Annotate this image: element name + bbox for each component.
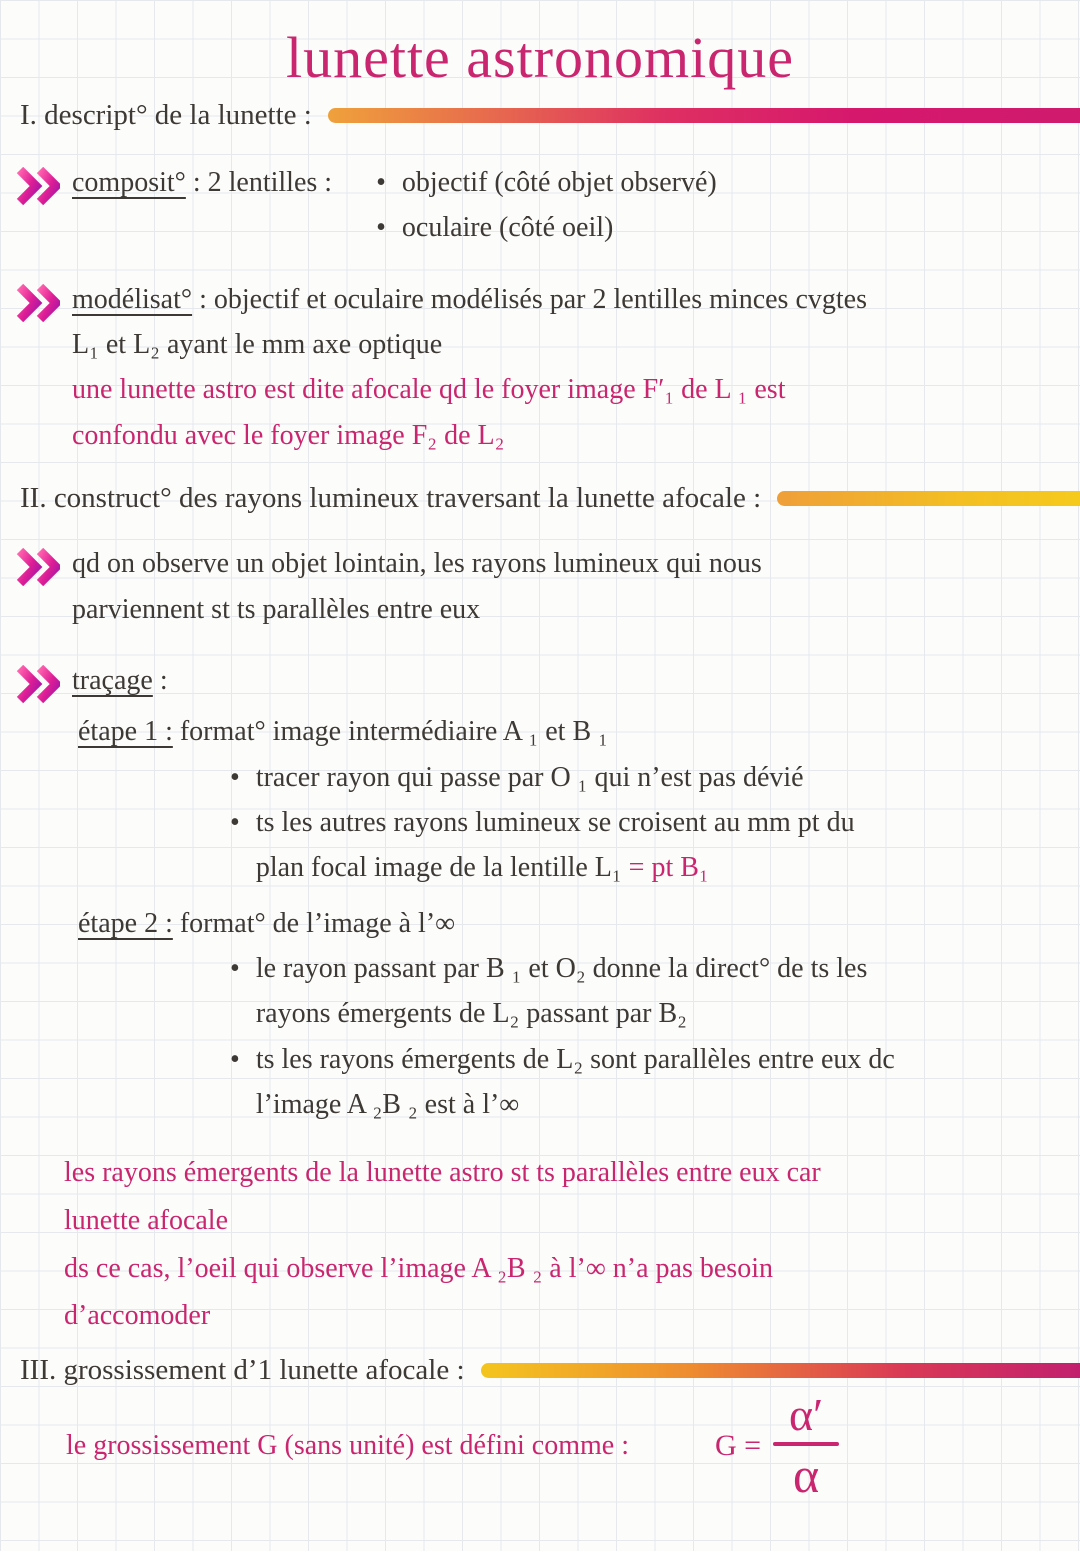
bullet-text: tracer rayon qui passe par O ₁ qui n’est pas dévié [255, 761, 804, 793]
section-1-heading-row [0, 99, 1080, 132]
composit-text [72, 160, 332, 205]
list-item [230, 800, 1080, 891]
afocale-note-line-2: confondu avec le foyer image F₂ de L₂ [72, 419, 505, 451]
chevron-double-arrow-icon [16, 548, 60, 586]
section-2-heading-row [0, 482, 1080, 515]
list-item [230, 946, 1080, 1037]
grossissement-definition: le grossissement G (sans unité) est défini comme : [66, 1430, 629, 1462]
grossissement-formula [715, 1388, 839, 1504]
chevron-double-arrow-icon [16, 665, 60, 703]
chevron-double-arrow-icon [16, 167, 60, 205]
etape-2-bullet-list [230, 946, 1080, 1127]
modelisat-line-1 [72, 277, 867, 322]
composit-label: composit° [72, 167, 186, 198]
bullet-line-2 [256, 845, 855, 890]
bullet-dot-icon: • [230, 761, 240, 793]
tracage-rest: : [152, 664, 168, 696]
observation-line-1: qd on observe un objet lointain, les rayons lumineux qui nous [72, 548, 762, 580]
composit-rest: : 2 lentilles : [185, 167, 333, 198]
modelisat-label: modélisat° [72, 283, 193, 315]
section-3-heading-row [0, 1354, 1080, 1387]
etape-2-block [78, 901, 1080, 1128]
bullet-dot-icon: • [230, 1043, 240, 1075]
bullet-line-1: ts les autres rayons lumineux se croisent au mm pt du [255, 806, 855, 838]
bullet-line-2-pink: = pt B₁ [628, 852, 709, 884]
conclusion-line-2: lunette afocale [64, 1205, 229, 1237]
conclusion-line-3: ds ce cas, l’oeil qui observe l’image A ₂B ₂ à l’∞ n’a pas besoin [64, 1252, 773, 1284]
bullet-line-2: l’image A ₂B ₂ est à l’∞ [255, 1089, 520, 1121]
tracage-label: traçage [72, 664, 153, 696]
bullet-text: objectif (côté objet observé) [401, 167, 717, 198]
conclusion-line-1: les rayons émergents de la lunette astro st ts parallèles entre eux car [64, 1157, 821, 1189]
etape-2-title [78, 901, 1080, 946]
section-1-highlight-bar [328, 108, 1080, 123]
bullet-text [256, 1037, 895, 1128]
chevron-double-arrow-icon [16, 284, 60, 322]
etape-1-block [78, 709, 1080, 890]
etape-1-bullet-list [230, 755, 1080, 891]
fraction-numerator: α′ [789, 1388, 824, 1440]
fraction-denominator: α [792, 1447, 820, 1504]
observation-item [16, 541, 1080, 632]
grossissement-row [66, 1388, 1080, 1504]
afocale-note-line-1: une lunette astro est dite afocale qd le foyer image F′₁ de L ₁ est [72, 374, 786, 406]
bullet-text [256, 800, 855, 891]
section-2-heading: II. construct° des rayons lumineux traversant la lunette afocale : [20, 482, 762, 515]
etape-2-label: étape 2 : [78, 907, 173, 939]
modelisat-line-2: L₁ et L₂ ayant le mm axe optique [72, 329, 443, 361]
list-item [230, 1037, 1080, 1128]
etape-1-label: étape 1 : [78, 716, 173, 748]
bullet-line-2-dark: plan focal image de la lentille L₁ [255, 852, 629, 884]
composit-bullet-list [376, 160, 717, 251]
section-3-highlight-bar [481, 1363, 1080, 1378]
bullet-text: oculaire (côté oeil) [401, 212, 614, 244]
section-2-highlight-bar [777, 491, 1080, 506]
bullet-dot-icon: • [230, 806, 240, 838]
etape-2-rest: format° de l’image à l’∞ [172, 907, 456, 939]
section-3-heading: III. grossissement d’1 lunette afocale : [20, 1353, 465, 1386]
list-item [230, 755, 1080, 800]
section-1-heading: I. descript° de la lunette : [20, 99, 312, 131]
bullet-line-1: ts les rayons émergents de L₂ sont parallèles entre eux dc [255, 1043, 895, 1075]
list-item [376, 160, 717, 205]
tracage-line [72, 658, 168, 703]
fraction-bar [773, 1442, 839, 1446]
notes-page [0, 24, 1080, 1502]
conclusion-note-block [64, 1149, 1080, 1339]
conclusion-line-4: d’accomoder [64, 1300, 211, 1332]
bullet-line-1: le rayon passant par B ₁ et O₂ donne la direct° de ts les [255, 953, 868, 985]
modelisat-item [16, 277, 1080, 458]
bullet-text [256, 946, 868, 1037]
formula-g-equals: G = [715, 1429, 762, 1463]
bullet-line-2: rayons émergents de L₂ passant par B₂ [255, 998, 687, 1030]
etape-1-title [78, 709, 1080, 754]
page-title: lunette astronomique [285, 25, 795, 90]
observation-line-2: parviennent st ts parallèles entre eux [72, 593, 481, 625]
formula-fraction [773, 1388, 839, 1504]
composit-item [16, 160, 1080, 251]
bullet-dot-icon: • [376, 167, 386, 198]
modelisat-rest: : objectif et oculaire modélisés par 2 lentilles minces cvgtes [192, 283, 867, 315]
tracage-item [16, 658, 1080, 703]
bullet-dot-icon: • [376, 212, 386, 244]
etape-1-rest: format° image intermédiaire A ₁ et B ₁ [172, 716, 608, 748]
bullet-dot-icon: • [230, 953, 240, 985]
list-item [376, 205, 717, 250]
